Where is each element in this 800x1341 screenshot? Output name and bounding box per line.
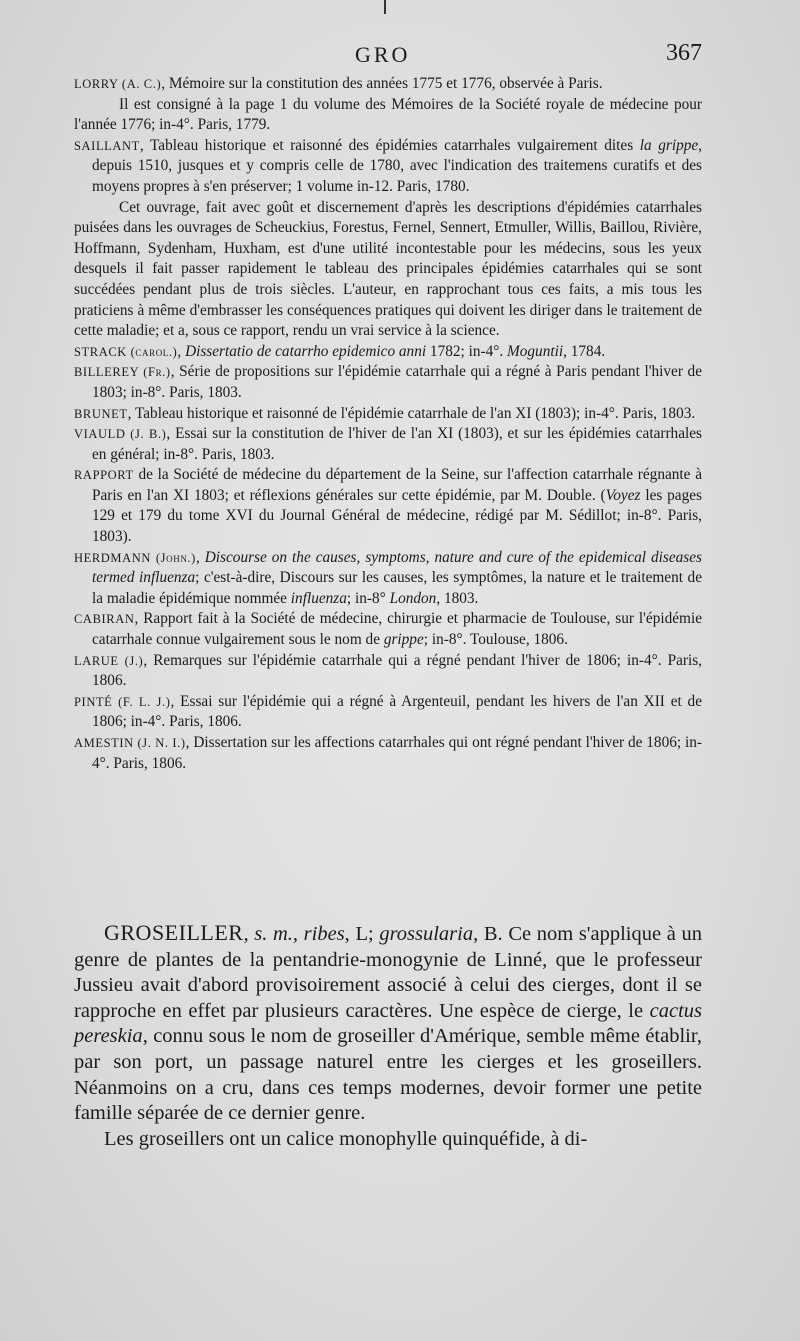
article-italic: grossularia: [379, 923, 474, 945]
bib-author: BILLEREY (Fr.): [74, 365, 171, 380]
bib-text: , depuis 1510, jusques et y compris celle de 1780, avec l'indication des traitemens curatifs et des moyens propres à s'en préserver; 1 volume in-12. Paris, 1780.: [92, 136, 702, 195]
running-head-word: GRO: [355, 42, 411, 67]
article-text: , s. m.,: [243, 923, 304, 945]
bib-text: les pages 129 et 179 du tome XVI du Journal Général de médecine, rédigé par M. Sédillot; in-8°. Paris, 1803).: [92, 486, 702, 546]
bib-entry-brunet: [74, 404, 702, 425]
bib-note: Il est consigné à la page 1 du volume des Mémoires de la Société royale de médecine pour l'année 1776; in-4°. Paris, 1779.: [74, 95, 702, 134]
bib-text: ; in-8°: [346, 589, 390, 607]
bib-italic: London: [389, 589, 437, 607]
bib-entry-saillant: [74, 136, 702, 198]
bib-text: ,: [177, 342, 186, 360]
running-head: [70, 40, 700, 70]
bib-entry-strack: [74, 342, 702, 363]
bib-text: , Série de propositions sur l'épidémie catarrhale qui a régné à Paris pendant l'hiver de 1803; in-8°. Paris, 1803.: [92, 363, 702, 401]
bib-text: , Dissertation sur les affections catarrhales qui ont régné pendant l'hiver de 1806; in-4°. Paris, 1806.: [92, 734, 702, 772]
article-text: , B. Ce nom s'applique à un genre de plantes de la pentandrie-monogynie de Linné, que le professeur Jussieu avait d'abord provisoirement associé à celui des cierges, dont il se rapproche en effet par plusieurs caractères. Une espèce de cierge, le: [74, 923, 702, 1022]
bib-entry-billerey: [74, 362, 702, 403]
article-italic: ribes: [303, 923, 345, 945]
margin-mark: [384, 0, 386, 14]
bib-entry-larue: [74, 651, 702, 692]
bib-entry-lorry: [74, 74, 702, 95]
bib-italic: Moguntii: [507, 342, 564, 360]
article-text: , L;: [344, 923, 380, 945]
bib-italic: la grippe: [639, 136, 699, 154]
bib-text: , Essai sur la constitution de l'hiver de l'an XI (1803), et sur les épidémies catarrhales en général; in-8°. Paris, 1803.: [92, 425, 702, 463]
bib-text: ,: [195, 548, 205, 566]
bib-italic: influenza: [290, 589, 347, 607]
bib-text: , 1803.: [436, 589, 479, 607]
article-headword: GROSEILLER: [104, 920, 244, 945]
bib-author: RAPPORT: [74, 468, 134, 483]
bib-author: PINTÉ (F. L. J.): [74, 694, 171, 709]
bib-entry-rapport: [74, 465, 702, 547]
bib-italic: Discourse on the causes, symptoms, nature and cure of the epidemical diseases termed influenza: [92, 548, 702, 587]
bib-author: HERDMANN (John.): [74, 550, 196, 565]
bib-author: LORRY (A. C.): [74, 77, 162, 91]
bib-text: , 1784.: [563, 342, 606, 360]
bib-author: VIAULD (J. B.): [74, 427, 167, 442]
bib-author: STRACK (carol.): [74, 344, 178, 359]
bib-italic: Voyez: [605, 486, 641, 504]
bib-text: , Tableau historique et raisonné de l'épidémie catarrhale de l'an XI (1803); in-4°. Paris, 1803.: [127, 404, 696, 422]
bib-entry-viauld: [74, 424, 702, 465]
article-text: , connu sous le nom de groseiller d'Amérique, semble même établir, par son port, un passage naturel entre les cierges et les groseillers. Néanmoins on a cru, dans ces temps modernes, devoir former une petite famille séparée de ce dernier genre.: [74, 1025, 702, 1125]
bibliography: [74, 74, 702, 774]
page-number: 367: [666, 40, 702, 66]
bib-entry-cabiran: [74, 609, 702, 650]
bib-author: SAILLANT: [74, 138, 140, 153]
bib-text: 1782; in-4°.: [426, 342, 508, 360]
bib-text: , Mémoire sur la constitution des années 1775 et 1776, observée à Paris.: [161, 75, 603, 92]
bib-author: BRUNET: [74, 406, 128, 421]
bib-italic: grippe: [383, 631, 424, 649]
bib-entry-pinte: [74, 692, 702, 733]
bib-italic: Dissertatio de catarrho epidemico anni: [185, 342, 427, 360]
bib-text: de la Société de médecine du département de la Seine, sur l'affection catarrhale régnante à Paris en l'an XI 1803; et réflexions générales sur cette épidémie, par M. Double. (: [92, 466, 702, 504]
article-paragraph: Les groseillers ont un calice monophylle quinquéfide, à di-: [104, 1127, 588, 1150]
bib-text: ; in-8°. Toulouse, 1806.: [423, 631, 568, 649]
bib-author: LARUE (J.): [74, 653, 144, 668]
bib-text: , Tableau historique et raisonné des épidémies catarrhales vulgairement dites: [139, 136, 640, 154]
article-italic: cactus pereskia: [74, 999, 702, 1048]
bib-text: , Rapport fait à la Société de médecine, chirurgie et pharmacie de Toulouse, sur l'épidémie catarrhale connue vulgairement sous le nom de: [92, 610, 702, 649]
bib-entry-amestin: [74, 733, 702, 774]
article-paragraph: [74, 920, 702, 1127]
bib-note: Cet ouvrage, fait avec goût et discernement d'après les descriptions d'épidémies catarrhales puisées dans les ouvrages de Scheuckius, Forestus, Fernel, Sennert, Etmuller, Willis, Baillou, Rivière, Hoffmann, Sydenham, Huxham, est d'une utilité incontestable pour les médecins, sous les yeux desquels il fait passer rapidement le tableau des principales épidémies catarrhales qui se sont succédées pendant plus de trois siècles. L'auteur, en rapprochant tous ces faits, a mis tous les praticiens à même d'embrasser les conséquences pratiques qui doivent les diriger dans le traitement de cette maladie; et a, sous ce rapport, rendu un vrai service à la science.: [74, 198, 702, 340]
bib-text: , Essai sur l'épidémie qui a régné à Argenteuil, pendant les hivers de l'an XII et de 1806; in-4°. Paris, 1806.: [92, 692, 702, 731]
bib-text: ; c'est-à-dire, Discours sur les causes, les symptômes, la nature et le traitement de la maladie épidémique nommée: [92, 569, 702, 607]
bib-entry-herdmann: [74, 548, 702, 610]
bib-text: , Remarques sur l'épidémie catarrhale qui a régné pendant l'hiver de 1806; in-4°. Paris, 1806.: [92, 651, 702, 690]
bib-author: CABIRAN: [74, 612, 135, 627]
article-groseiller: [74, 920, 702, 1152]
bib-author: AMESTIN (J. N. I.): [74, 736, 186, 750]
